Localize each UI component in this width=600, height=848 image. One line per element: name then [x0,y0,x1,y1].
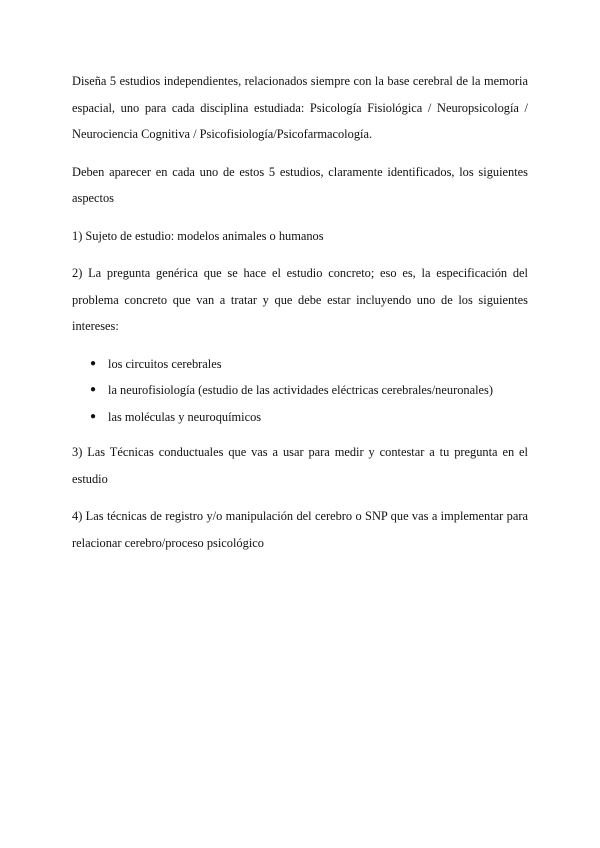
list-item [72,404,528,431]
item-3-paragraph: 3) Las Técnicas conductuales que vas a usar para medir y contestar a tu pregunta en el estudio [72,445,528,486]
item-4-paragraph: 4) Las técnicas de registro y/o manipulación del cerebro o SNP que vas a implementar para relacionar cerebro/proceso psicológico [72,509,528,550]
list-item [72,351,528,378]
aspects-paragraph: Deben aparecer en cada uno de estos 5 estudios, claramente identificados, los siguientes aspectos [72,164,528,205]
bullet-icon: ● [90,384,97,395]
list-item [72,377,528,404]
bullet-icon: ● [90,357,97,369]
list-item-text: la neurofisiología (estudio de las actividades eléctricas cerebrales/neuronales) [108,383,493,397]
item-1-paragraph: 1) Sujeto de estudio: modelos animales o humanos [72,228,324,243]
bullet-icon: ● [90,410,97,422]
intro-paragraph: Diseña 5 estudios independientes, relacionados siempre con la base cerebral de la memoria espacial, uno para cada disciplina estudiada: Psicología Fisiológica / Neuropsicología / Neurociencia Cognitiva / Psicofisiología/Psicofarmacología. [72,74,528,141]
list-item-text: los circuitos cerebrales [108,356,222,371]
interests-list [72,351,528,431]
document-body [72,68,528,567]
list-item-text: las moléculas y neuroquímicos [108,409,262,424]
item-2-paragraph: 2) La pregunta genérica que se hace el estudio concreto; eso es, la especificación del problema concreto que van a tratar y que debe estar incluyendo uno de los siguientes intereses: [72,266,528,333]
